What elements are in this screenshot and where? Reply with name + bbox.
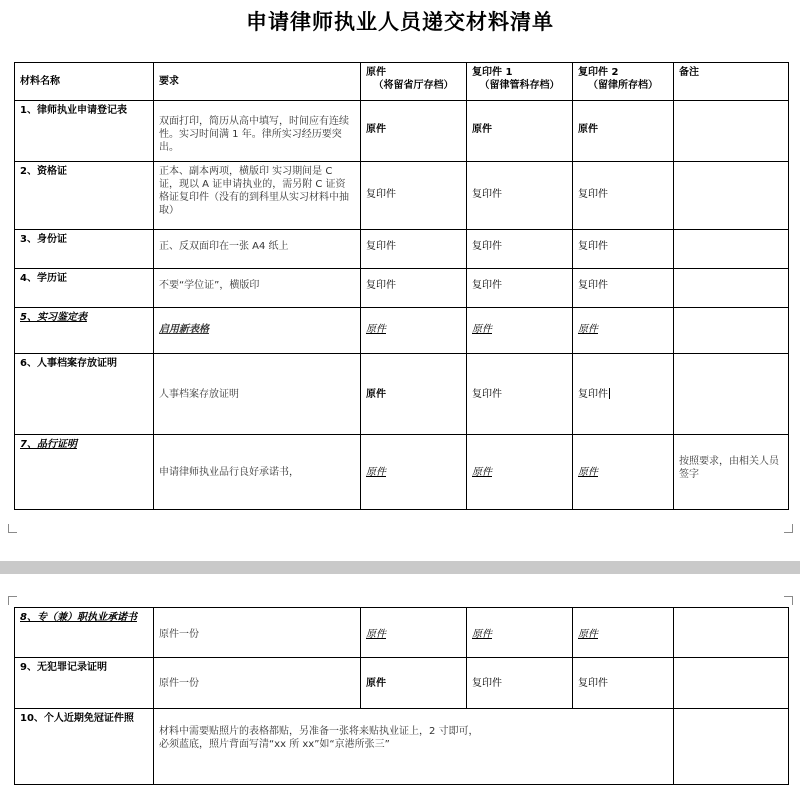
row-copy-2: 原件 [573, 308, 674, 354]
row-requirement: 双面打印，简历从高中填写，时间应有连续性。实习时间满 1 年。律所实习经历要突出。 [154, 101, 361, 162]
table-row [15, 269, 789, 308]
row-note [674, 308, 789, 354]
table-row [15, 658, 789, 709]
row-requirement: 启用新表格 [154, 308, 361, 354]
table-row [15, 308, 789, 354]
row-note [674, 162, 789, 230]
row-copy-2: 复印件 [573, 269, 674, 308]
row-note [674, 709, 789, 785]
row-requirement: 人事档案存放证明 [154, 354, 361, 435]
row-note [674, 608, 789, 658]
row-note [674, 269, 789, 308]
row-original: 原件 [361, 354, 467, 435]
page-break-gap [0, 561, 800, 574]
table-row [15, 435, 789, 510]
row-note [674, 230, 789, 269]
row-requirement: 原件一份 [154, 608, 361, 658]
table-row [15, 101, 789, 162]
row-copy-2: 原件 [573, 608, 674, 658]
row-copy-1: 原件 [467, 308, 573, 354]
row-name: 3、身份证 [15, 230, 154, 269]
row-name: 2、资格证 [15, 162, 154, 230]
row-original: 原件 [361, 658, 467, 709]
row-name: 5、实习鉴定表 [15, 308, 154, 354]
row-name: 1、律师执业申请登记表 [15, 101, 154, 162]
materials-table-page-2 [14, 607, 789, 785]
row-copy-1: 原件 [467, 101, 573, 162]
row-original: 原件 [361, 101, 467, 162]
header-copy-2: 复印件 2 （留律所存档） [573, 63, 674, 101]
page-corner-mark [784, 524, 793, 533]
header-copy-1: 复印件 1 （留律管科存档） [467, 63, 573, 101]
row-name: 8、专（兼）职执业承诺书 [15, 608, 154, 658]
row-copy-1: 复印件 [467, 354, 573, 435]
row-requirement: 原件一份 [154, 658, 361, 709]
header-requirement: 要求 [154, 63, 361, 101]
table-row [15, 354, 789, 435]
row-note [674, 354, 789, 435]
row-requirement: 正、反双面印在一张 A4 纸上 [154, 230, 361, 269]
row-name: 9、无犯罪记录证明 [15, 658, 154, 709]
header-original: 原件 （将留省厅存档） [361, 63, 467, 101]
page-corner-mark [8, 596, 17, 605]
row-original: 复印件 [361, 230, 467, 269]
row-copy-2: 原件 [573, 435, 674, 510]
row-original: 原件 [361, 308, 467, 354]
materials-table-page-1 [14, 62, 789, 510]
row-copy-1: 复印件 [467, 162, 573, 230]
row-note [674, 658, 789, 709]
header-name: 材料名称 [15, 63, 154, 101]
row-copy-1: 复印件 [467, 269, 573, 308]
row-copy-1: 原件 [467, 435, 573, 510]
page-corner-mark [784, 596, 793, 605]
row-copy-1: 原件 [467, 608, 573, 658]
row-copy-2: 复印件 [573, 230, 674, 269]
row-name: 4、学历证 [15, 269, 154, 308]
table-row [15, 230, 789, 269]
row-name: 10、个人近期免冠证件照 [15, 709, 154, 785]
row-requirement: 材料中需要贴照片的表格都贴，另准备一张将来贴执业证上，2 寸即可，必须蓝底，照片背面写清“xx 所 xx”如“京港所张三” [154, 709, 674, 785]
row-original: 原件 [361, 435, 467, 510]
row-name: 6、人事档案存放证明 [15, 354, 154, 435]
row-requirement: 不要“学位证”，横版印 [154, 269, 361, 308]
row-note [674, 101, 789, 162]
header-note: 备注 [674, 63, 789, 101]
row-original: 复印件 [361, 269, 467, 308]
page-corner-mark [8, 524, 17, 533]
row-copy-1: 复印件 [467, 658, 573, 709]
row-original: 复印件 [361, 162, 467, 230]
table-row [15, 608, 789, 658]
row-original: 原件 [361, 608, 467, 658]
row-copy-2 [573, 354, 674, 435]
row-requirement: 正本、副本两项，横版印 实习期间是 C 证，现以 A 证申请执业的，需另附 C 证资格证复印件（没有的到科里从实习材料中抽取） [154, 162, 361, 230]
page-title: 申请律师执业人员递交材料清单 [246, 10, 554, 34]
row-copy-2: 原件 [573, 101, 674, 162]
row-note: 按照要求，由相关人员签字 [674, 435, 789, 510]
row-copy-2: 复印件 [573, 162, 674, 230]
text-cursor [609, 388, 610, 399]
row-copy-2: 复印件 [573, 658, 674, 709]
table-row [15, 709, 789, 785]
row-copy-1: 复印件 [467, 230, 573, 269]
table-row [15, 162, 789, 230]
row-requirement: 申请律师执业品行良好承诺书， [154, 435, 361, 510]
row-copy-2-text: 复印件 [578, 388, 608, 400]
row-name: 7、品行证明 [15, 435, 154, 510]
table-header-row [15, 63, 789, 101]
